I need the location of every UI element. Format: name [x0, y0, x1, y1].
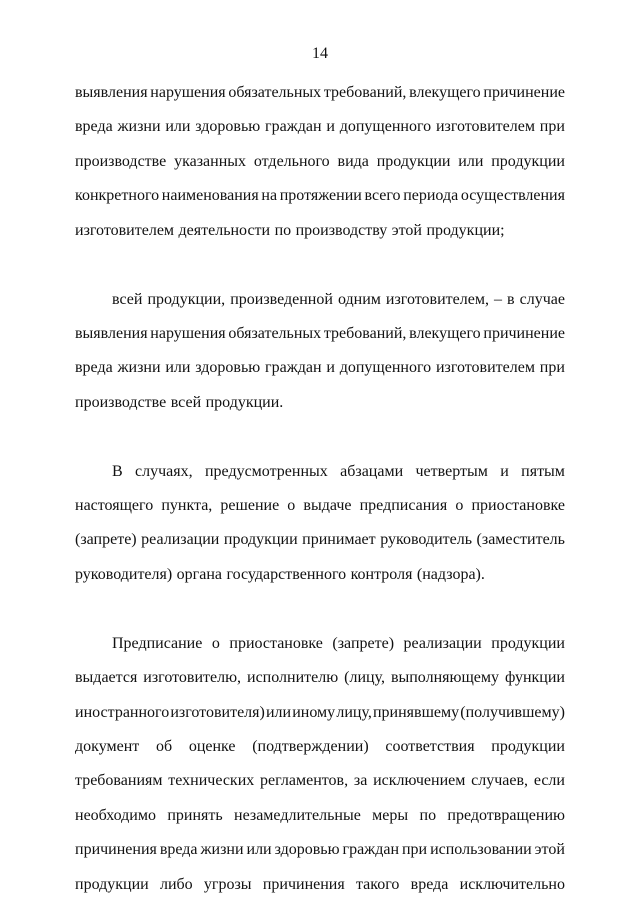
word: здоровью	[274, 841, 340, 859]
word: наименования	[161, 187, 259, 205]
word: изготовителем,	[385, 290, 489, 308]
word: государственного	[226, 565, 347, 583]
word: о	[455, 497, 464, 515]
page-number: 14	[312, 45, 328, 62]
word: соответствия	[385, 738, 475, 756]
word: случае	[519, 290, 565, 308]
word: причинение	[483, 324, 565, 342]
word: пункта,	[161, 497, 213, 515]
word: при	[539, 118, 565, 136]
word: изготовителем	[435, 118, 535, 136]
word: необходимо	[75, 806, 156, 824]
text-line	[75, 393, 565, 427]
text-line	[75, 462, 565, 496]
word: по	[419, 806, 437, 824]
word: протяжении	[279, 187, 362, 205]
word: выявления	[75, 324, 148, 342]
word: о	[211, 634, 220, 652]
word: выполняющему	[390, 669, 499, 687]
word: принимает	[302, 531, 376, 549]
paragraph	[75, 462, 565, 600]
word: допущенного	[339, 118, 432, 136]
word: (лицу,	[344, 669, 385, 687]
word: либо	[159, 875, 193, 893]
text-line	[75, 530, 565, 564]
word: на	[261, 187, 278, 205]
word: производству	[295, 221, 388, 239]
word: продукции.	[205, 393, 284, 411]
word: этой	[534, 841, 565, 859]
text-line	[75, 737, 565, 771]
word: В	[112, 462, 123, 480]
word: выдаче	[303, 497, 352, 515]
word: причинение	[483, 84, 565, 101]
word: исключением	[373, 772, 466, 790]
word: случаев,	[471, 772, 529, 790]
word: здоровью	[195, 359, 261, 377]
word: лицу,	[336, 703, 372, 721]
word: вреда	[159, 841, 198, 859]
word: (запрете)	[332, 634, 395, 652]
word: приостановке	[229, 634, 323, 652]
word: –	[494, 290, 502, 308]
word: принявшему	[372, 703, 460, 721]
word: и	[500, 462, 509, 480]
paragraph	[75, 83, 565, 255]
word: продукции;	[426, 221, 505, 239]
word: Предписание	[112, 634, 203, 652]
paragraph-gap	[75, 427, 565, 462]
paragraph	[75, 290, 565, 428]
text-line	[75, 496, 565, 530]
text-line	[75, 83, 565, 117]
text-line	[75, 221, 565, 255]
word: допущенного	[339, 359, 432, 377]
word: нарушения	[150, 84, 226, 101]
word: приостановке	[471, 497, 565, 515]
word: причинения	[262, 875, 345, 893]
text-line	[75, 358, 565, 392]
word: угрозы	[203, 875, 252, 893]
word: функции	[504, 669, 565, 687]
word: жизни	[200, 841, 244, 859]
word: одним	[337, 290, 381, 308]
word: о	[287, 497, 296, 515]
word: при	[401, 841, 428, 859]
word: вреда	[410, 875, 449, 893]
word: изготовителя)	[170, 703, 265, 721]
word: контроля	[350, 565, 413, 583]
word: отдельного	[253, 152, 330, 170]
word: указанных	[174, 152, 247, 170]
word: требованиям	[75, 772, 163, 790]
word: всего	[364, 187, 401, 205]
word: использовании	[430, 841, 532, 859]
word: жизни	[117, 118, 161, 136]
word: продукции	[75, 875, 149, 893]
word: вреда	[75, 359, 113, 377]
word: настоящего	[75, 497, 154, 515]
text-line	[75, 875, 565, 909]
word: продукции,	[147, 290, 226, 308]
text-line	[75, 117, 565, 151]
word: при	[539, 359, 565, 377]
text-line	[75, 840, 565, 874]
word: решение	[220, 497, 280, 515]
word: руководителя)	[75, 565, 173, 583]
word: абзацами	[340, 462, 404, 480]
word: об	[155, 738, 173, 756]
word: исполнителю	[247, 669, 339, 687]
word: требований,	[323, 84, 407, 101]
word: случаях,	[135, 462, 193, 480]
word: здоровью	[195, 118, 261, 136]
word: изготовителем	[435, 359, 535, 377]
text-line	[75, 290, 565, 324]
text-line	[75, 668, 565, 702]
word: и	[326, 359, 335, 377]
text-line	[75, 771, 565, 805]
word: регламентов,	[260, 772, 349, 790]
word: всей	[170, 393, 202, 411]
word: вреда	[75, 118, 113, 136]
word: продукции	[491, 634, 565, 652]
word: влекущего	[409, 324, 481, 342]
text-line	[75, 565, 565, 599]
word: периода	[403, 187, 459, 205]
word: граждан	[265, 118, 322, 136]
word: продукции	[491, 738, 565, 756]
word: продукции	[491, 152, 565, 170]
word: руководитель	[380, 531, 472, 549]
word: предписания	[359, 497, 448, 515]
word: изготовителю,	[143, 669, 242, 687]
word: производстве	[75, 152, 167, 170]
text-line	[75, 703, 565, 737]
word: или	[165, 359, 191, 377]
word: продукции	[223, 531, 298, 549]
text-line	[75, 152, 565, 186]
word: (запрете)	[75, 531, 137, 549]
word: или	[165, 118, 191, 136]
word: предотвращению	[447, 806, 565, 824]
word: или	[246, 841, 272, 859]
word: выдается	[75, 669, 138, 687]
text-line	[75, 806, 565, 840]
word: за	[353, 772, 368, 790]
word: иному	[292, 703, 336, 721]
word: органа	[176, 565, 222, 583]
word: нарушения	[150, 324, 226, 342]
word: влекущего	[409, 84, 481, 101]
word: реализации	[141, 531, 220, 549]
word: в	[507, 290, 515, 308]
word: меры	[372, 806, 409, 824]
word: пятым	[521, 462, 565, 480]
word: обязательных	[228, 324, 322, 342]
word: граждан	[342, 841, 400, 859]
word: требований,	[323, 324, 407, 342]
word: исключительно	[459, 875, 565, 893]
word: (получившему)	[460, 703, 565, 721]
document-body	[75, 83, 565, 909]
text-line	[75, 634, 565, 668]
word: осуществления	[460, 187, 565, 205]
word: граждан	[265, 359, 322, 377]
word: или	[265, 703, 292, 721]
word: предусмотренных	[204, 462, 328, 480]
word: обязательных	[228, 84, 322, 101]
word: конкретного	[75, 187, 160, 205]
text-line	[75, 324, 565, 358]
word: этой	[391, 221, 422, 239]
paragraph	[75, 634, 565, 909]
paragraph-gap	[75, 255, 565, 290]
word: такого	[355, 875, 400, 893]
word: или	[458, 152, 484, 170]
word: произведенной	[230, 290, 333, 308]
word: (подтверждении)	[252, 738, 369, 756]
word: незамедлительные	[234, 806, 361, 824]
word: реализации	[403, 634, 482, 652]
paragraph-gap	[75, 599, 565, 634]
word: причинения	[75, 841, 157, 859]
word: вида	[337, 152, 369, 170]
word: если	[533, 772, 565, 790]
word: жизни	[117, 359, 161, 377]
word: выявления	[75, 84, 148, 101]
word: по	[274, 221, 292, 239]
word: принять	[167, 806, 223, 824]
word: и	[326, 118, 335, 136]
word: оценке	[188, 738, 236, 756]
text-line	[75, 186, 565, 220]
word: производстве	[75, 393, 167, 411]
word: всей	[112, 290, 143, 308]
word: иностранного	[75, 703, 170, 721]
word: деятельности	[178, 221, 271, 239]
word: (заместитель	[476, 531, 565, 549]
word: изготовителем	[75, 221, 175, 239]
word: технических	[168, 772, 255, 790]
word: (надзора).	[416, 565, 485, 583]
word: документ	[75, 738, 140, 756]
word: четвертым	[415, 462, 488, 480]
word: продукции	[376, 152, 451, 170]
